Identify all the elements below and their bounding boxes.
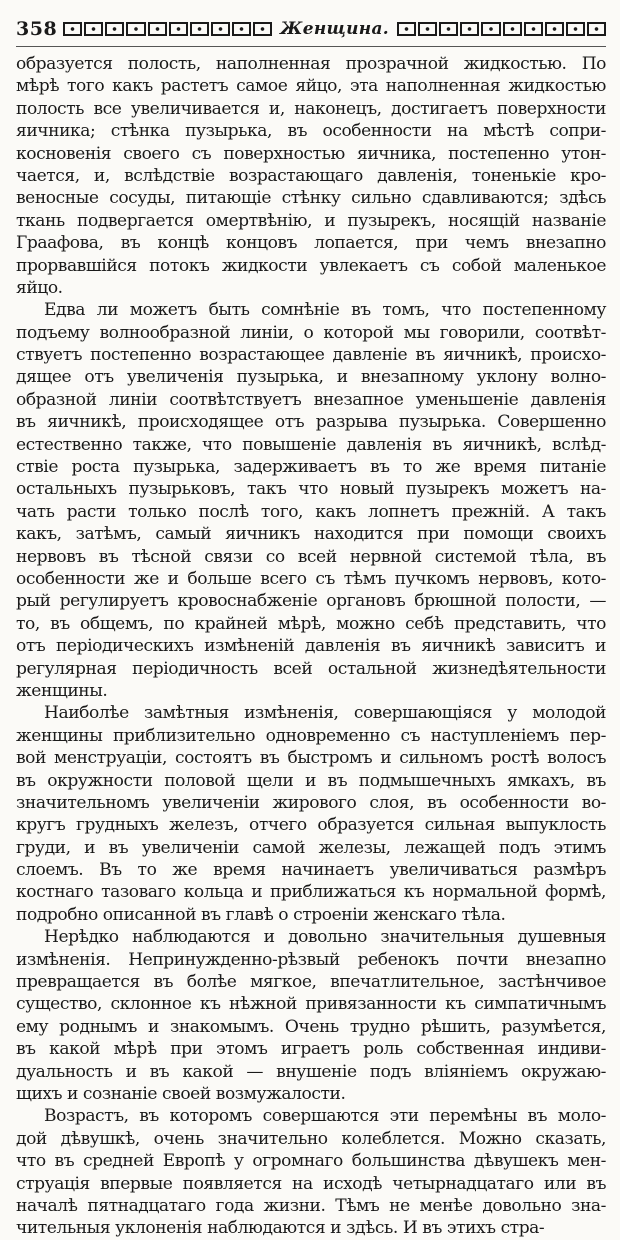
text-line: ткань подвергается омертвѣнію, и пузырекъ, носящій названіе: [16, 210, 606, 231]
paragraph: [16, 926, 606, 1105]
text-line: нервовъ въ тѣсной связи со всей нервной системой тѣла, въ: [16, 546, 606, 567]
text-line: веносные сосуды, питающіе стѣнку сильно сдавливаются; здѣсь: [16, 188, 606, 209]
text-line: отъ періодическихъ измѣненій давленія въ яичникѣ зависитъ и: [16, 636, 606, 657]
text-line: косновенія своего съ поверхностью яичника, постепенно утон-: [16, 143, 606, 164]
text-line: регулярная періодичность всей остальной жизнедѣятельности: [16, 658, 606, 679]
page-number: 358: [16, 18, 58, 40]
text-line: слоемъ. Въ то же время начинаетъ увеличиваться размѣръ: [16, 860, 606, 881]
text-line: прорвавшійся потокъ жидкости увлекаетъ съ собой маленькое: [16, 255, 606, 276]
text-line: дой дѣвушкѣ, очень значительно колеблется. Можно сказать,: [16, 1128, 606, 1149]
text-line: дящее отъ увеличенія пузырька, и внезапному уклону волно-: [16, 367, 606, 388]
text-line: Наиболѣе замѣтныя измѣненія, совершающіяся у молодой: [44, 703, 606, 724]
text-line: ствіе роста пузырька, задерживаетъ въ то же время питаніе: [16, 457, 606, 478]
paragraph: [16, 53, 606, 299]
text-line: щихъ и сознаніе своей возмужалости.: [16, 1083, 346, 1104]
text-line: чать расти только послѣ того, какъ лопнетъ прежній. А такъ: [16, 501, 606, 522]
text-line: дуальность и въ какой — внушеніе подъ вліяніемъ окружаю-: [16, 1061, 606, 1082]
text-line: яичника; стѣнка пузырька, въ особенности на мѣстѣ сопри-: [16, 121, 606, 142]
text-line: въ какой мѣрѣ при этомъ играетъ роль собственная индиви-: [16, 1039, 606, 1060]
paragraph: [16, 1105, 606, 1239]
text-line: ствуетъ постепенно возрастающее давленіе въ яичникѣ, происхо-: [16, 345, 606, 366]
body-text: [16, 53, 606, 1240]
text-line: кругъ грудныхъ железъ, отчего образуется сильная выпуклость: [16, 815, 606, 836]
running-header: [16, 12, 606, 47]
text-line: измѣненія. Непринужденно-рѣзвый ребенокъ почти внезапно: [16, 949, 606, 970]
text-line: то, въ общемъ, по крайней мѣрѣ, можно себѣ представить, что: [16, 613, 606, 634]
text-line: чительныя уклоненія наблюдаются и здѣсь. И въ этихъ стра-: [16, 1218, 545, 1239]
text-line: струація впервые появляется на исходѣ четырнадцатаго или въ: [16, 1173, 606, 1194]
text-line: существо, склонное къ нѣжной привязанности къ симпатичнымъ: [16, 994, 606, 1015]
text-line: чается, и, вслѣдствіе возрастающаго давленія, тоненькіе кро-: [16, 165, 606, 186]
text-line: Граафова, въ концѣ концовъ лопается, при чемъ внезапно: [16, 233, 606, 254]
text-line: началѣ пятнадцатаго года жизни. Тѣмъ не менѣе довольно зна-: [16, 1195, 606, 1216]
running-title: Женщина.: [280, 19, 390, 39]
text-line: женщины приблизительно одновременно съ наступленіемъ пер-: [16, 725, 606, 746]
text-line: образной линіи соотвѣтствуетъ внезапное уменьшеніе давленія: [16, 389, 606, 410]
text-line: вой менструаціи, состоятъ въ быстромъ и сильномъ ростѣ волосъ: [16, 748, 606, 769]
header-ornament-left: [63, 21, 272, 37]
text-line: Едва ли можетъ быть сомнѣніе въ томъ, что постепенному: [44, 300, 606, 321]
text-line: Нерѣдко наблюдаются и довольно значительныя душевныя: [44, 927, 606, 948]
text-line: остальныхъ пузырьковъ, такъ что новый пузырекъ можетъ на-: [16, 479, 606, 500]
text-line: костнаго тазоваго кольца и приближаться къ нормальной формѣ,: [16, 882, 606, 903]
text-line: образуется полость, наполненная прозрачной жидкостью. По: [16, 54, 606, 74]
text-line: въ окружности половой щели и въ подмышечныхъ ямкахъ, въ: [16, 770, 606, 791]
paragraph: [16, 702, 606, 926]
text-line: что въ средней Европѣ у огромнаго большинства дѣвушекъ мен-: [16, 1151, 606, 1172]
text-line: полость все увеличивается и, наконецъ, достигаетъ поверхности: [16, 98, 606, 119]
text-line: подъему волнообразной линіи, о которой мы говорили, соотвѣт-: [16, 322, 606, 343]
text-line: естественно также, что повышеніе давленія въ яичникѣ, вслѣд-: [16, 434, 606, 455]
text-line: въ яичникѣ, происходящее отъ разрыва пузырька. Совершенно: [16, 412, 606, 433]
text-line: мѣрѣ того какъ растетъ самое яйцо, эта наполненная жидкостью: [16, 76, 606, 97]
text-line: женщины.: [16, 680, 108, 701]
text-line: рый регулируетъ кровоснабженіе органовъ брюшной полости, —: [16, 591, 606, 612]
text-line: подробно описанной въ главѣ о строеніи женскаго тѣла.: [16, 904, 506, 925]
text-line: особенности же и больше всего съ тѣмъ пучкомъ нервовъ, кото-: [16, 568, 606, 589]
header-ornament-right: [397, 21, 606, 37]
text-line: какъ, затѣмъ, самый яичникъ находится при помощи своихъ: [16, 524, 606, 545]
paragraph: [16, 299, 606, 702]
text-line: Возрастъ, въ которомъ совершаются эти перемѣны въ моло-: [44, 1106, 606, 1127]
text-line: ему роднымъ и знакомымъ. Очень трудно рѣшить, разумѣется,: [16, 1016, 606, 1037]
text-line: груди, и въ увеличеніи самой железы, лежащей подъ этимъ: [16, 837, 606, 858]
text-line: значительномъ увеличеніи жирового слоя, въ особенности во-: [16, 792, 606, 813]
text-line: яйцо.: [16, 277, 63, 298]
text-line: превращается въ болѣе мягкое, впечатлительное, застѣнчивое: [16, 972, 606, 993]
